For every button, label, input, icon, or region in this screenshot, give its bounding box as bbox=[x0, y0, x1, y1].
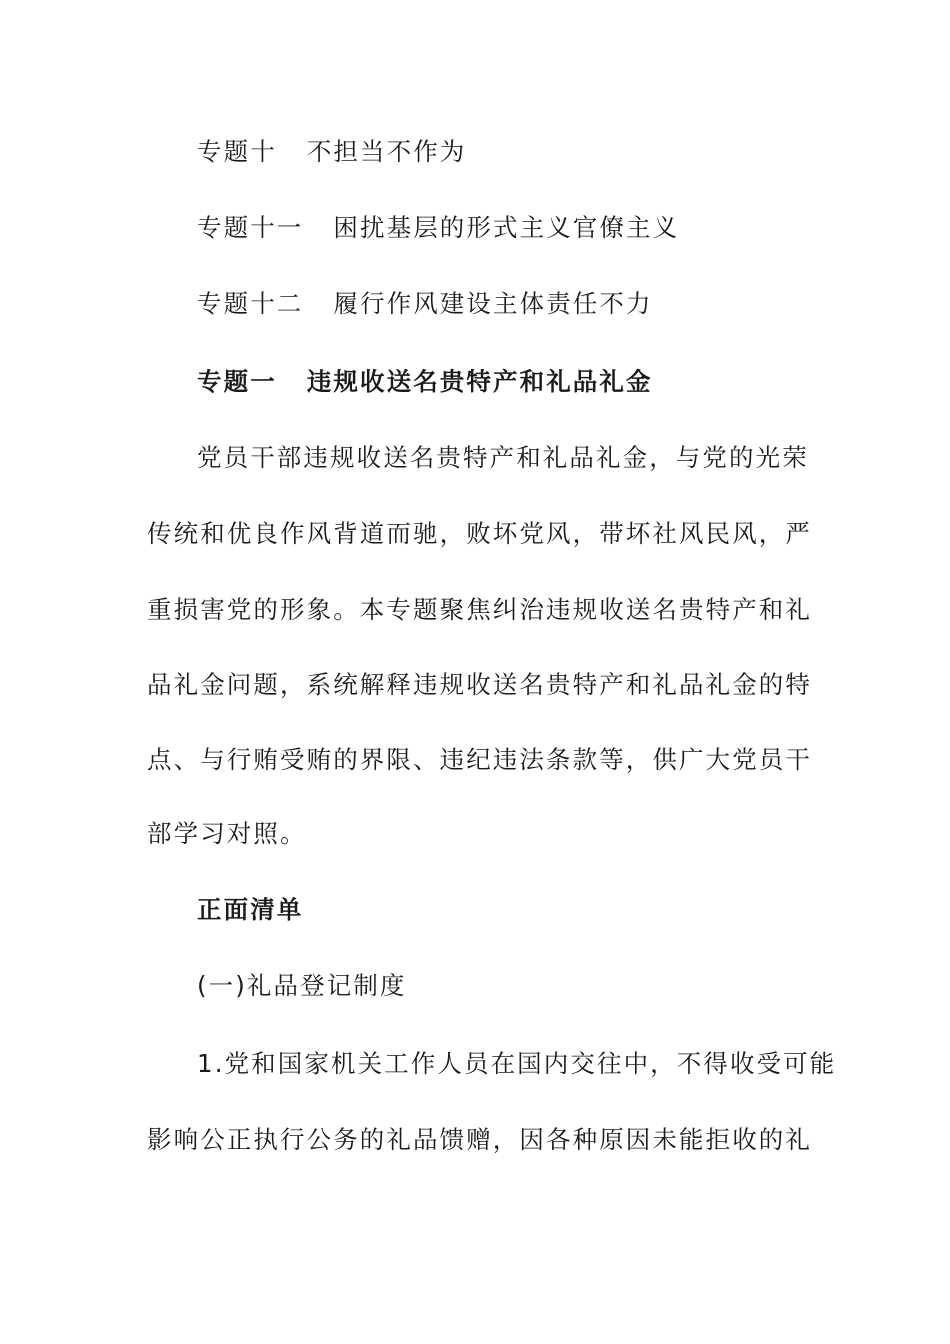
intro-line-3: 重损害党的形象。本专题聚焦纠治违规收送名贵特产和礼 bbox=[147, 595, 812, 624]
toc-entry-number: 专题十 bbox=[197, 137, 277, 166]
intro-line-2: 传统和优良作风背道而驰，败坏党风，带坏社风民风，严 bbox=[147, 519, 812, 548]
section-heading bbox=[197, 366, 857, 398]
gift-registration-subheading: (一)礼品登记制度 bbox=[197, 971, 407, 1000]
intro-line-1: 党员干部违规收送名贵特产和礼品礼金，与党的光荣 bbox=[197, 443, 809, 472]
intro-line-6: 部学习对照。 bbox=[147, 819, 307, 848]
toc-entry-title: 履行作风建设主体责任不力 bbox=[333, 289, 653, 318]
item-1-line-1: 1.党和国家机关工作人员在国内交往中，不得收受可能 bbox=[197, 1049, 837, 1078]
item-1-line-2: 影响公正执行公务的礼品馈赠，因各种原因未能拒收的礼 bbox=[147, 1125, 812, 1154]
toc-entry-title: 困扰基层的形式主义官僚主义 bbox=[333, 213, 680, 242]
toc-entry-12 bbox=[197, 288, 857, 320]
section-title: 违规收送名贵特产和礼品礼金 bbox=[306, 367, 653, 396]
toc-entry-number: 专题十二 bbox=[197, 289, 304, 318]
toc-entry-10 bbox=[197, 136, 857, 168]
intro-line-4: 品礼金问题，系统解释违规收送名贵特产和礼品礼金的特 bbox=[147, 670, 812, 699]
toc-entry-11 bbox=[197, 212, 857, 244]
toc-entry-number: 专题十一 bbox=[197, 213, 304, 242]
toc-entry-title: 不担当不作为 bbox=[306, 137, 467, 166]
intro-line-5: 点、与行贿受贿的界限、违纪违法条款等，供广大党员干 bbox=[147, 745, 812, 774]
positive-list-heading: 正面清单 bbox=[197, 895, 304, 924]
section-number: 专题一 bbox=[197, 367, 277, 396]
